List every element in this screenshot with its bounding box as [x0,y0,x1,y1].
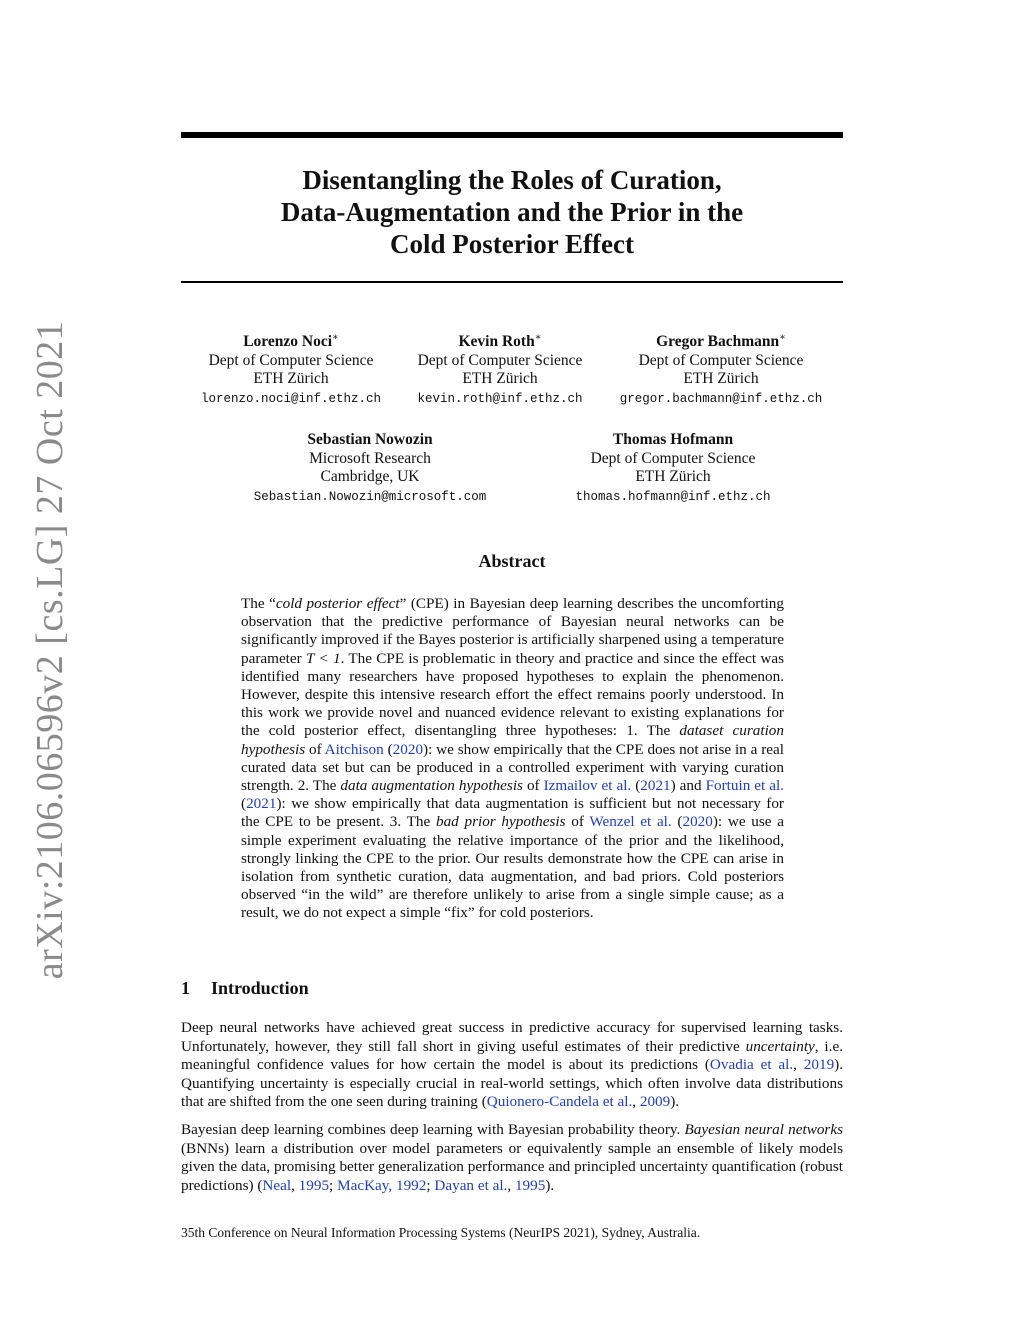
author-email: Sebastian.Nowozin@microsoft.com [253,489,487,504]
author-email: thomas.hofmann@inf.ethz.ch [575,489,771,504]
arxiv-identifier: arXiv:2106.06596v2 [cs.LG] 27 Oct 2021 [29,320,71,980]
citation-link[interactable]: Izmailov et al. [543,777,632,795]
abstract-body: The “cold posterior effect” (CPE) in Bayesian deep learning describes the uncomforting observation that the predictive performance of Bayesian neural networks can be significantly improved if the Bayes posterior is artificially sharpened using a temperature parameter T < 1. The CPE is problematic in theory and practice and since the effect was identified many researchers have proposed hypotheses to explain the phenomenon. However, despite this intensive research effort the effect remains poorly understood. In this work we provide novel and nuanced evidence relevant to existing explanations for the cold posterior effect, disentangling three hypotheses: 1. The dataset curation hypothesis of Aitchison (2020): we show empirically that the CPE does not arise in a real curated data set but can be produced in a controlled experiment with varying curation strength. 2. The data augmentation hypothesis of Izmailov et al. (2021) and Fortuin et al. (2021): we show empirically that data augmentation is sufficient but not necessary for the CPE to be present. 3. The bad prior hypothesis of Wenzel et al. (2020): we use a simple experiment evaluating the relative importance of the prior and the likelihood, strongly linking the CPE to the prior. Our results demonstrate how the CPE can arise in isolation from synthetic curation, data augmentation, and bad priors. Cold posteriors observed “in the wild” are therefore unlikely to arise from a single simple cause; as a result, we do not expect a simple “fix” for cold posteriors. [241,595,784,922]
citation-link[interactable]: Wenzel et al. [589,813,672,831]
author-block [385,329,615,408]
author-email: kevin.roth@inf.ethz.ch [417,391,583,406]
citation-link[interactable]: Aitchison [324,740,384,758]
author-institution: ETH Zürich [635,468,711,485]
intro-paragraph-1: Deep neural networks have achieved great success in predictive accuracy for supervised learning tasks. Unfortunately, however, they still fall short in giving useful estimates of their predictive uncertainty, i.e. meaningful confidence values for how certain the model is about its predictions (Ovadia et al., 2019). Quantifying uncertainty is especially crucial in real-world settings, which often involve data distributions that are shifted from the one seen during training (Quionero-Candela et al., 2009). [181,1019,844,1111]
citation-link[interactable]: 2021 [246,795,277,813]
author-institution: Cambridge, UK [320,468,420,485]
author-dept: Dept of Computer Science [208,351,374,369]
intro-paragraph-2: Bayesian deep learning combines deep learning with Bayesian probability theory. Bayesian neural networks (BNNs) learn a distribution over model parameters or equivalently sample an ensemble of likely models given the data, promising better generalization performance and principled uncertainty quantification (robust predictions) (Neal, 1995; MacKay, 1992; Dayan et al., 1995). [181,1121,843,1194]
citation-link[interactable]: Fortuin et al. [705,777,784,795]
author-block [606,329,836,408]
author-name: Kevin Roth∗ [458,332,542,351]
author-name: Gregor Bachmann∗ [656,332,786,351]
author-block [543,431,803,506]
author-institution: ETH Zürich [253,370,329,388]
title-line: Cold Posterior Effect [390,229,634,259]
citation-link[interactable]: MacKay, 1992 [337,1176,427,1194]
citation-link[interactable]: Ovadia et al. [709,1056,794,1074]
citation-link[interactable]: Dayan et al. [434,1176,508,1194]
author-name: Thomas Hofmann [612,431,734,448]
author-email: lorenzo.noci@inf.ethz.ch [200,391,382,406]
citation-link[interactable]: 1995 [298,1176,330,1194]
citation-link[interactable]: 2019 [803,1056,835,1074]
title-bottom-rule [181,281,843,283]
author-email: gregor.bachmann@inf.ethz.ch [619,391,823,406]
citation-link[interactable]: Neal [262,1176,292,1194]
citation-link[interactable]: Quionero-Candela et al. [486,1093,633,1111]
citation-link[interactable]: 2020 [682,813,713,831]
citation-link[interactable]: 1995 [514,1176,546,1194]
author-name: Lorenzo Noci∗ [243,332,339,351]
author-block [225,431,515,506]
title-line: Disentangling the Roles of Curation, [302,165,722,195]
citation-link[interactable]: 2020 [392,740,424,758]
title-top-rule [181,132,843,138]
author-institution: ETH Zürich [683,370,759,388]
introduction-heading [181,978,309,999]
author-dept: Dept of Computer Science [590,449,756,467]
section-title: Introduction [211,978,309,998]
author-dept: Dept of Computer Science [417,351,583,369]
citation-link[interactable]: 2021 [640,777,671,795]
author-dept: Microsoft Research [309,449,431,467]
section-number: 1 [181,978,190,998]
abstract-heading: Abstract [478,551,546,571]
author-institution: ETH Zürich [462,370,538,388]
paper-title [181,164,843,260]
author-name: Sebastian Nowozin [307,431,433,448]
author-dept: Dept of Computer Science [638,351,804,369]
citation-link[interactable]: 2009 [639,1093,671,1111]
conference-footer: 35th Conference on Neural Information Processing Systems (NeurIPS 2021), Sydney, Australia. [181,1225,701,1240]
author-block [176,329,406,408]
title-line: Data-Augmentation and the Prior in the [280,197,744,227]
